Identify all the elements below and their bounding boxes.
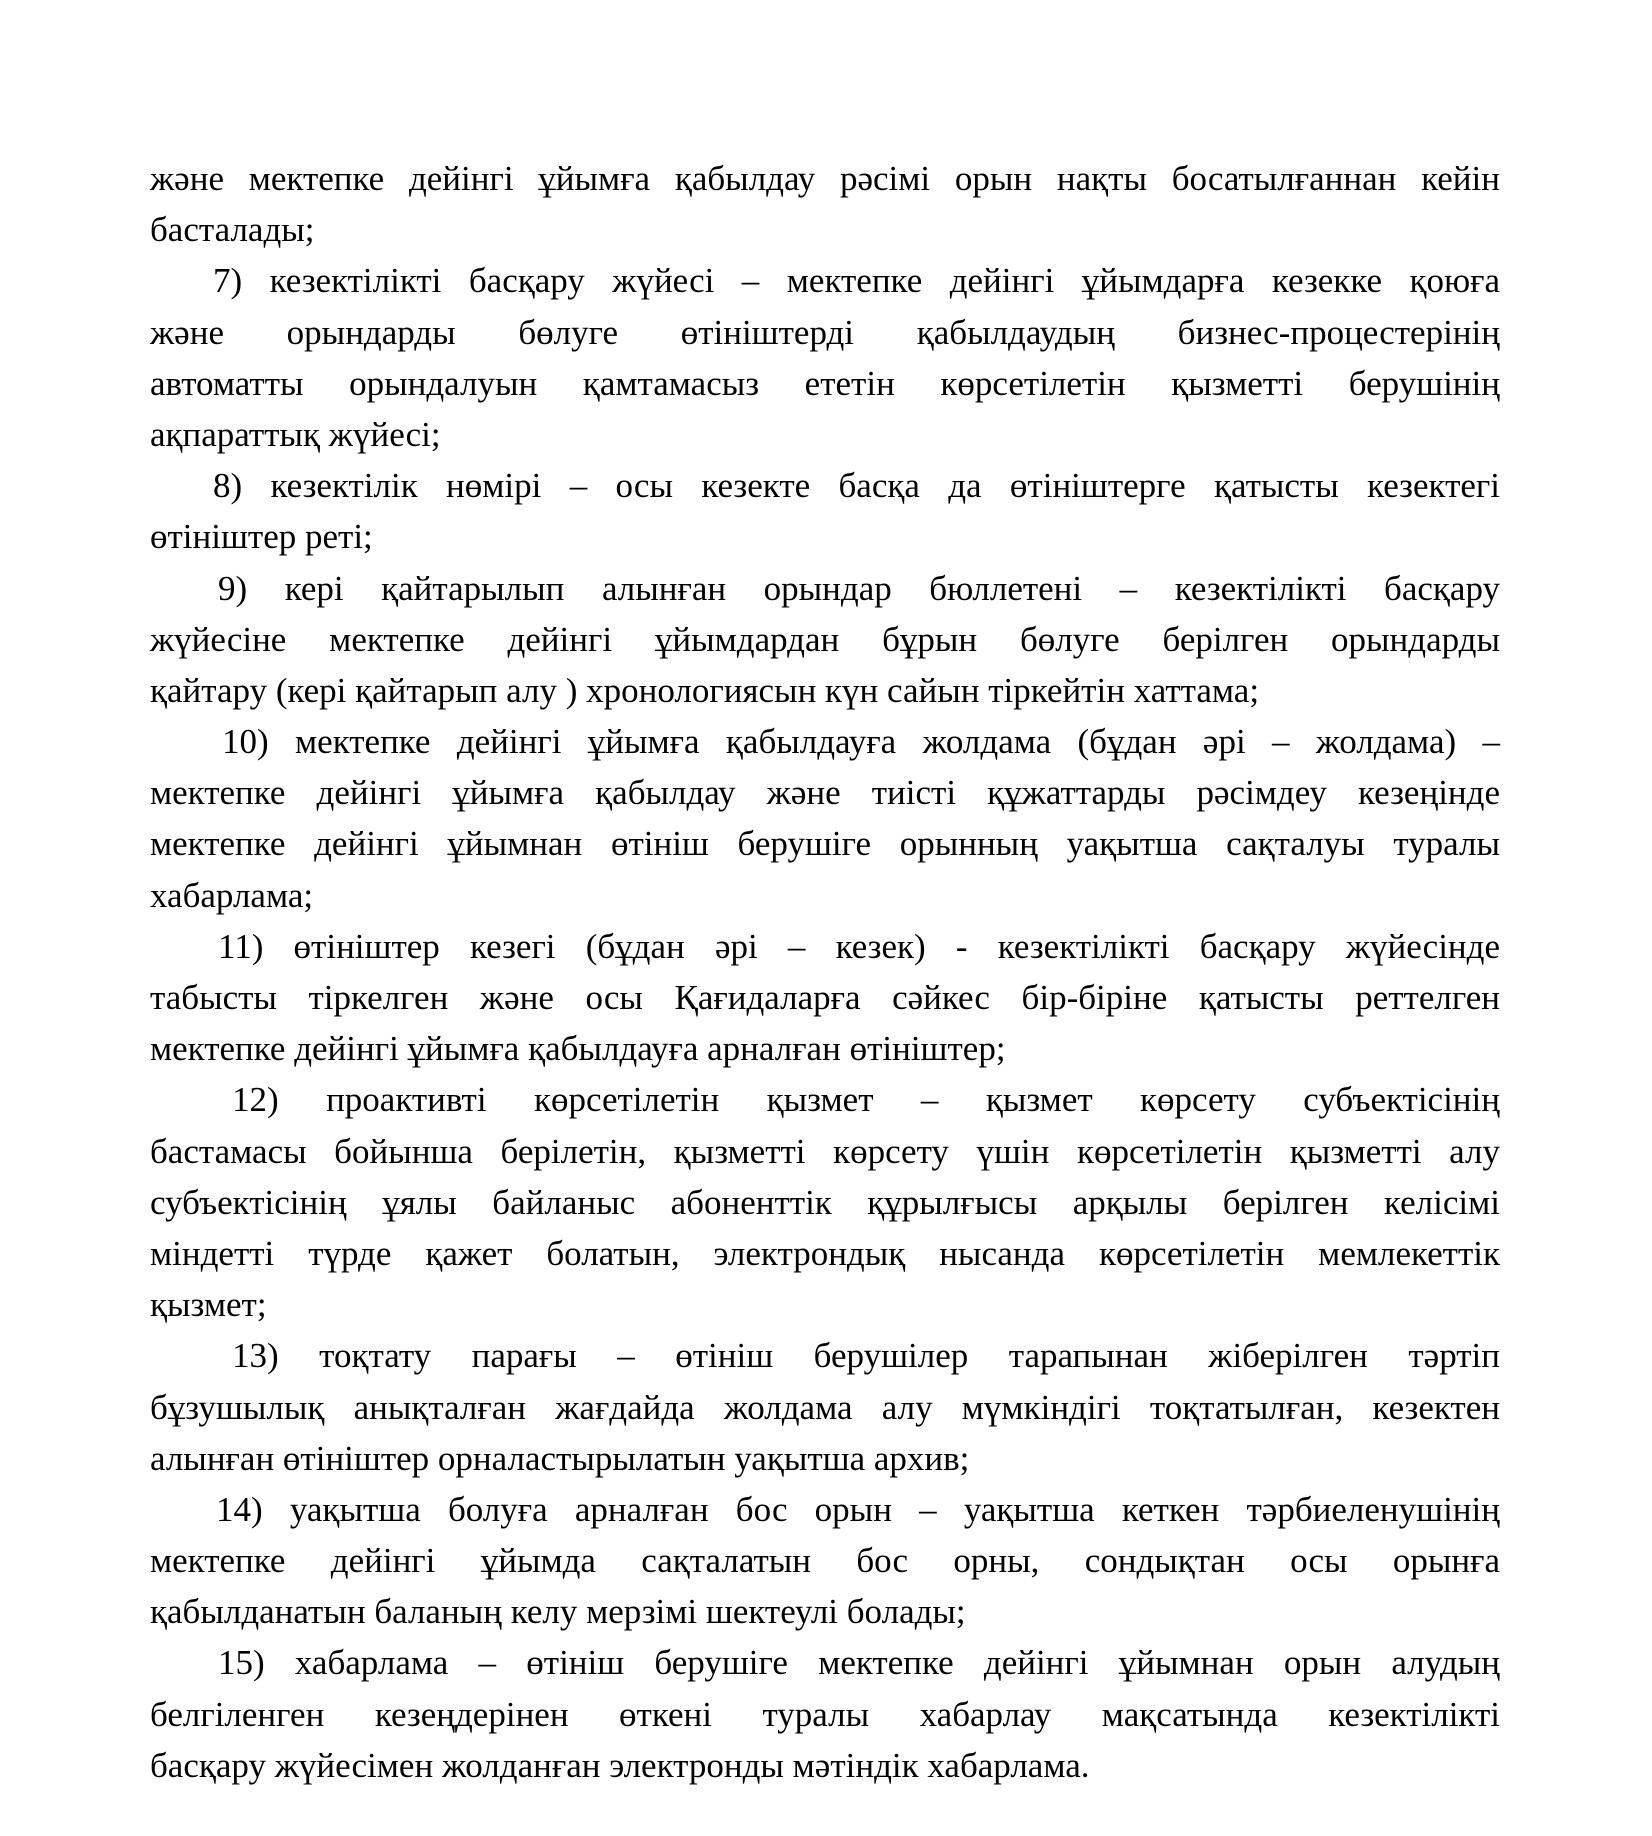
text-line: басталады; [150, 210, 315, 250]
text-line: 7) кезектілікті басқару жүйесі – мектепке дейінгі ұйымдарға кезекке қоюға [213, 261, 1500, 301]
text-line: бастамасы бойынша берілетін, қызметті көрсету үшін көрсетілетін қызметті алу [150, 1131, 1500, 1171]
text-line: 10) мектепке дейінгі ұйымға қабылдауға жолдама (бұдан әрі – жолдама) – [222, 722, 1500, 762]
definition-item-8 [150, 460, 1500, 562]
text-line: 13) тоқтату парағы – өтініш берушілер тарапынан жіберілген тәртіп [232, 1336, 1500, 1376]
text-line: бұзушылық анықталған жағдайда жолдама алу мүмкіндігі тоқтатылған, кезектен [150, 1387, 1500, 1427]
text-line: мектепке дейінгі ұйымға қабылдау және тиісті құжаттарды рәсімдеу кезеңінде [150, 773, 1500, 813]
text-line: және мектепке дейінгі ұйымға қабылдау рәсімі орын нақты босатылғаннан кейін [150, 159, 1500, 198]
definition-item-7 [150, 255, 1500, 460]
text-line: 9) кері қайтарылып алынған орындар бюллетені – кезектілікті басқару [218, 568, 1500, 608]
text-line: ақпараттық жүйесі; [150, 414, 441, 454]
text-line: қайтару (кері қайтарып алу ) хронологиясын күн сайын тіркейтін хаттама; [150, 670, 1260, 710]
text-line: табысты тіркелген және осы Қағидаларға сәйкес бір-біріне қатысты реттелген [150, 978, 1500, 1017]
text-line: жүйесіне мектепке дейінгі ұйымдардан бұрын бөлуге берілген орындарды [150, 619, 1500, 659]
definition-item-12 [150, 1074, 1500, 1330]
text-line: субъектісінің ұялы байланыс абоненттік құрылғысы арқылы берілген келісімі [150, 1182, 1500, 1222]
definition-item-14 [150, 1484, 1500, 1638]
text-line: алынған өтініштер орналастырылатын уақытша архив; [150, 1438, 970, 1478]
text-line: мектепке дейінгі ұйымнан өтініш берушіге орынның уақытша сақталуы туралы [150, 824, 1500, 864]
text-line: өтініштер реті; [150, 517, 373, 557]
text-line: 8) кезектілік нөмірі – осы кезекте басқа да өтініштерге қатысты кезектегі [213, 466, 1500, 506]
text-line: 14) уақытша болуға арналған бос орын – уақытша кеткен тәрбиеленушінің [216, 1489, 1500, 1529]
text-line: хабарлама; [150, 875, 314, 915]
paragraph-continuation [150, 153, 1500, 255]
text-line: 15) хабарлама – өтініш берушіге мектепке дейінгі ұйымнан орын алудың [218, 1643, 1500, 1683]
definition-item-10 [150, 716, 1500, 921]
text-line: қабылданатын баланың келу мерзімі шектеулі болады; [150, 1592, 966, 1632]
text-line: мектепке дейінгі ұйымға қабылдауға арналған өтініштер; [150, 1029, 1006, 1069]
definition-item-9 [150, 563, 1500, 717]
text-line: 11) өтініштер кезегі (бұдан әрі – кезек) - кезектілікті басқару жүйесінде [218, 926, 1500, 966]
text-line: автоматты орындалуын қамтамасыз ететін көрсетілетін қызметті берушінің [150, 363, 1500, 403]
text-line: қызмет; [150, 1285, 267, 1325]
text-line: басқару жүйесімен жолданған электронды мәтіндік хабарлама. [150, 1745, 1090, 1785]
text-line: 12) проактивті көрсетілетін қызмет – қызмет көрсету субъектісінің [232, 1080, 1500, 1120]
definition-item-11 [150, 921, 1500, 1075]
text-line: мектепке дейінгі ұйымда сақталатын бос орны, сондықтан осы орынға [150, 1541, 1500, 1581]
text-line: міндетті түрде қажет болатын, электрондық нысанда көрсетілетін мемлекеттік [150, 1233, 1500, 1273]
definition-item-13 [150, 1330, 1500, 1484]
text-line: белгіленген кезеңдерінен өткені туралы хабарлау мақсатында кезектілікті [150, 1694, 1500, 1734]
text-line: және орындарды бөлуге өтініштерді қабылдаудың бизнес-процестерінің [150, 312, 1500, 352]
definition-item-15 [150, 1637, 1500, 1791]
document-page [150, 153, 1500, 1791]
